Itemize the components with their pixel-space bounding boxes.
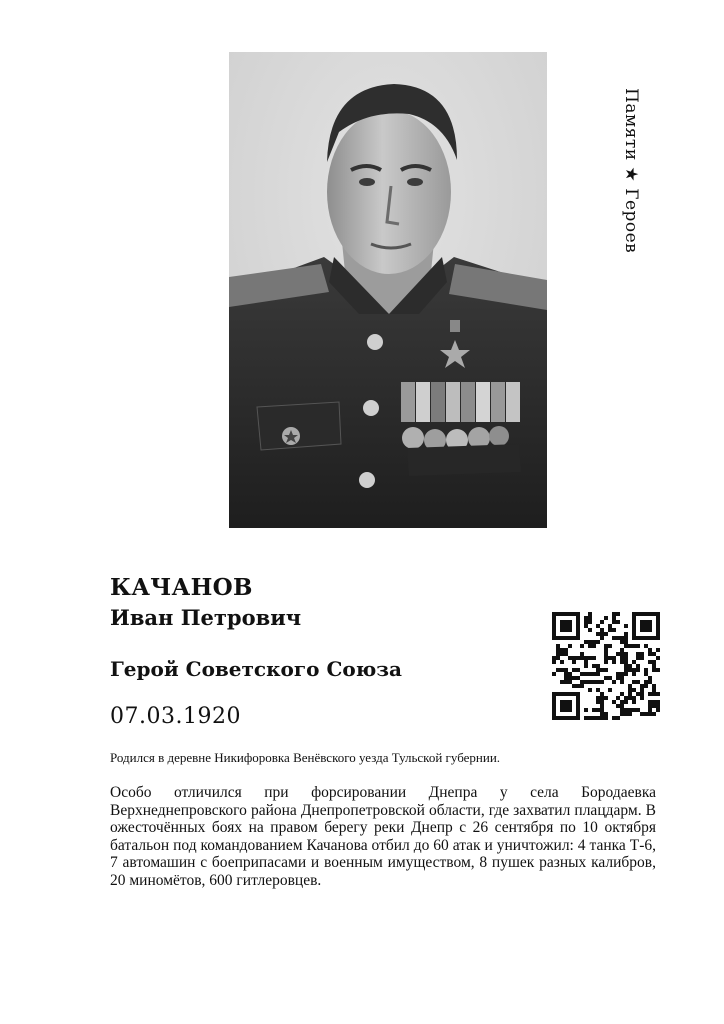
biography-paragraph: Особо отличился при форсировании Днепра у села Бородаевка Верхнеднепровского района Днепропетровской области, где захватил плацдарм. В ожесточённых боях на правом берегу реки Днепр с 26 сентября по 10 октября батальон под командованием Качанова отбил до 60 атак и уничтожил: 4 танка Т-6, 7 автомашин с боеприпасами и военным имуществом, 8 пушек разных калибров, 20 миномётов, 600 гитлеровцев. xyxy=(110,784,656,889)
birth-place: Родился в деревне Никифоровка Венёвского уезда Тульской губернии. xyxy=(110,750,501,765)
memorial-tagline xyxy=(618,88,644,278)
memorial-tagline-text: Памяти ★ Героев xyxy=(621,88,641,254)
birth-date: 07.03.1920 xyxy=(110,704,241,729)
portrait-photo xyxy=(229,52,547,528)
portrait-illustration xyxy=(229,52,547,528)
qr-code-icon xyxy=(552,612,660,720)
surname: КАЧАНОВ xyxy=(110,574,253,601)
given-names: Иван Петрович xyxy=(110,605,302,630)
qr-code[interactable] xyxy=(552,612,660,720)
honor-title: Герой Советского Союза xyxy=(110,657,402,681)
